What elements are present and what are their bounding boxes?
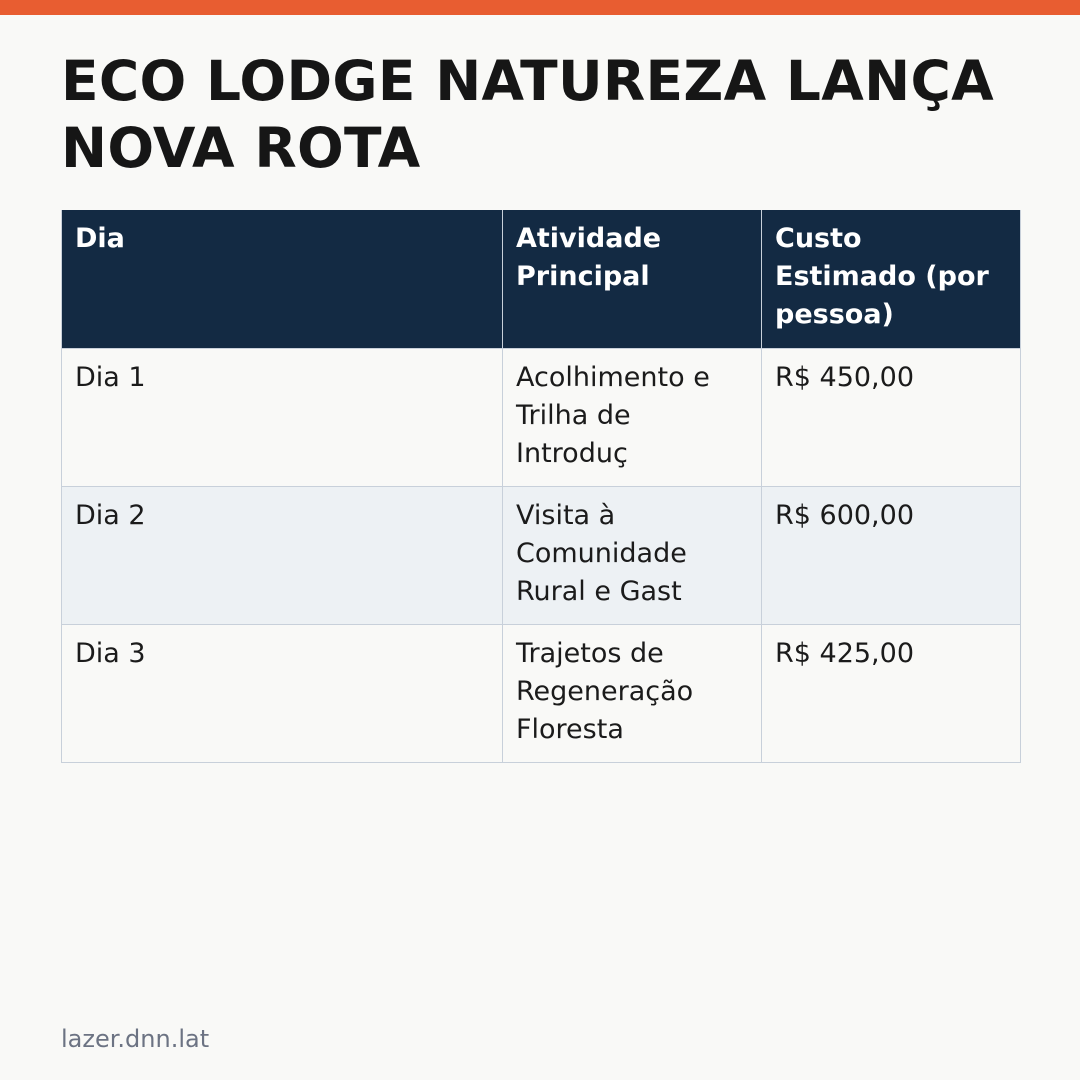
- itinerary-table: [61, 210, 1021, 763]
- table-header-row: [62, 210, 1021, 348]
- table-row: [62, 348, 1021, 486]
- column-header-atividade: Atividade Principal: [503, 210, 762, 348]
- cell-dia: Dia 1: [62, 348, 503, 486]
- page-title: ECO LODGE NATUREZA LANÇA NOVA ROTA: [61, 49, 994, 180]
- cell-atividade: Trajetos de Regeneração Floresta: [503, 624, 762, 762]
- accent-bar: [0, 0, 1080, 15]
- cell-atividade: Acolhimento e Trilha de Introduç: [503, 348, 762, 486]
- table-row: [62, 486, 1021, 624]
- column-header-dia: Dia: [62, 210, 503, 348]
- cell-atividade: Visita à Comunidade Rural e Gast: [503, 486, 762, 624]
- cell-custo: R$ 600,00: [762, 486, 1021, 624]
- table-body: [62, 348, 1021, 762]
- site-url: lazer.dnn.lat: [61, 1025, 210, 1053]
- cell-custo: R$ 425,00: [762, 624, 1021, 762]
- cell-custo: R$ 450,00: [762, 348, 1021, 486]
- cell-dia: Dia 3: [62, 624, 503, 762]
- column-header-custo: Custo Estimado (por pessoa): [762, 210, 1021, 348]
- table-header: [62, 210, 1021, 348]
- cell-dia: Dia 2: [62, 486, 503, 624]
- table-row: [62, 624, 1021, 762]
